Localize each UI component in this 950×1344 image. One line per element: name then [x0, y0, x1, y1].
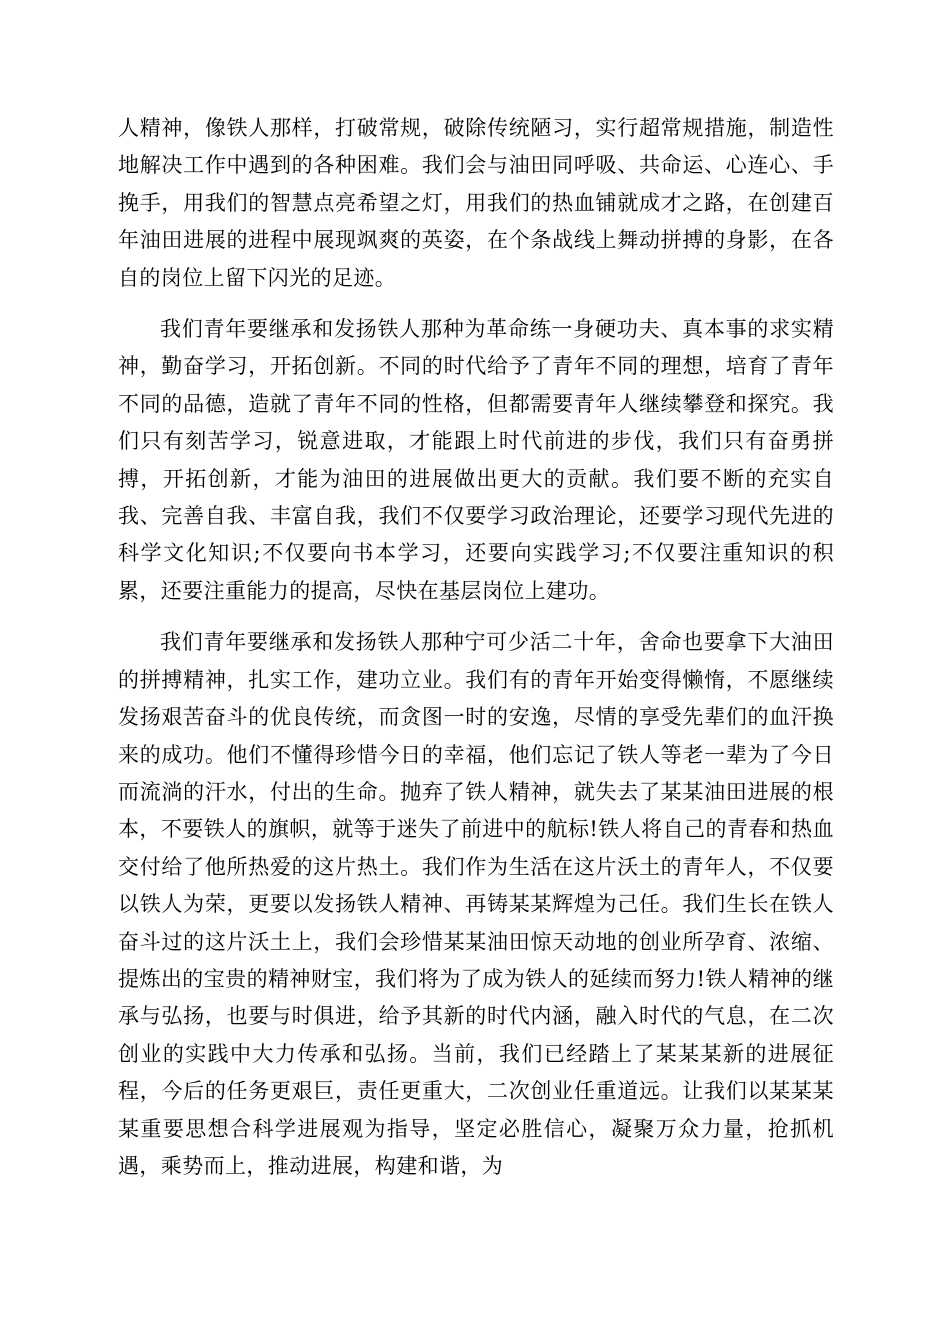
paragraph-1: 人精神，像铁人那样，打破常规，破除传统陋习，实行超常规措施，制造性地解决工作中遇到的各种困难。我们会与油田同呼吸、共命运、心连心、手挽手，用我们的智慧点亮希望之灯，用我们的热血铺就成才之路，在创建百年油田进展的进程中展现飒爽的英姿，在个条战线上舞动拼搏的身影，在各自的岗位上留下闪光的足迹。 [118, 116, 834, 290]
document-body [118, 110, 834, 1185]
paragraph-3: 我们青年要继承和发扬铁人那种宁可少活二十年，舍命也要拿下大油田的拼搏精神，扎实工作，建功立业。我们有的青年开始变得懒惰，不愿继续发扬艰苦奋斗的优良传统，而贪图一时的安逸，尽情的享受先辈们的血汗换来的成功。他们不懂得珍惜今日的幸福，他们忘记了铁人等老一辈为了今日而流淌的汗水，付出的生命。抛弃了铁人精神，就失去了某某油田进展的根本，不要铁人的旗帜，就等于迷失了前进中的航标!铁人将自己的青春和热血交付给了他所热爱的这片热土。我们作为生活在这片沃土的青年人，不仅要以铁人为荣，更要以发扬铁人精神、再铸某某辉煌为己任。我们生长在铁人奋斗过的这片沃土上，我们会珍惜某某油田惊天动地的创业所孕育、浓缩、提炼出的宝贵的精神财宝，我们将为了成为铁人的延续而努力!铁人精神的继承与弘扬，也要与时俱进，给予其新的时代内涵，融入时代的气息，在二次创业的实践中大力传承和弘扬。当前，我们已经踏上了某某某新的进展征程，今后的任务更艰巨，责任更重大，二次创业任重道远。让我们以某某某某重要思想合科学进展观为指导，坚定必胜信心，凝聚万众力量，抢抓机遇，乘势而上，推动进展，构建和谐，为 [118, 630, 834, 1178]
paragraph-2: 我们青年要继承和发扬铁人那种为革命练一身硬功夫、真本事的求实精神，勤奋学习，开拓创新。不同的时代给予了青年不同的理想，培育了青年不同的品德，造就了青年不同的性格，但都需要青年人继续攀登和探究。我们只有刻苦学习，锐意进取，才能跟上时代前进的步伐，我们只有奋勇拼搏，开拓创新，才能为油田的进展做出更大的贡献。我们要不断的充实自我、完善自我、丰富自我，我们不仅要学习政治理论，还要学习现代先进的科学文化知识;不仅要向书本学习，还要向实践学习;不仅要注重知识的积累，还要注重能力的提高，尽快在基层岗位上建功。 [118, 317, 834, 603]
